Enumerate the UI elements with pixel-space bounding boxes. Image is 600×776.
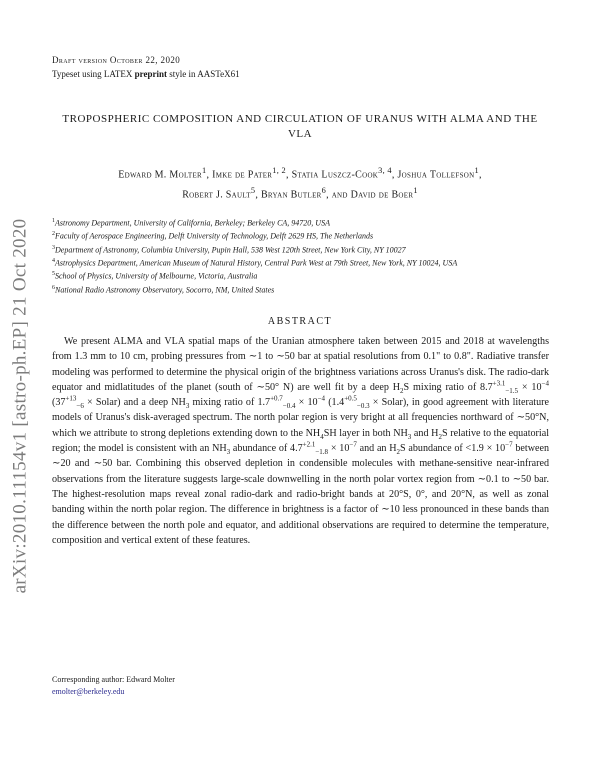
- abstract-body: We present ALMA and VLA spatial maps of the Uranian atmosphere taken between 2015 and 2018 at wavelengths from 1.3 mm to 10 cm, probing pressures from ∼1 to ∼50 bar at spatial resolutions from 0.1" to 0.8". Radiative transfer modeling was performed to determine the physical origin of the brightness variations across Uranus's disk. The radio-dark equator and midlatitudes of the planet (south of ∼50° N) are well fit by a deep $H_2S$ mixing ratio of $8.7^{+3.1}_{-1.5} \times 10^{-4}$ ($37^{+13}_{-6}$ × Solar) and a deep $NH_3$ mixing ratio of $1.7^{+0.7}_{-0.4} \times 10^{-4}$ ($1.4^{+0.5}_{-0.3}$ × Solar), in good agreement with literature models of Uranus's disk-averaged spectrum. The north polar region is very bright at all frequencies northward of ∼50°N, which we attribute to strong depletions extending down to the $NH_4SH$ layer in both $NH_3$ and $H_2S$ relative to the equatorial region; the model is consistent with an $NH_3$ abundance of $4.7^{+2.1}_{-1.8} \times 10^{-7}$ and an $H_2S$ abundance of $<1.9 \times 10^{-7}$ between ∼20 and ∼50 bar. Combining this observed depletion in condensible molecules with methane-sensitive near-infrared observations from the literature suggests large-scale downwelling in the north polar vortex region from ∼0.1 to ∼50 bar. The highest-resolution maps reveal zonal radio-dark and radio-bright bands at 20°S, 0°, and 20°N, as well as zonal banding within the north polar region. The difference in brightness is a factor of ∼10 less pronounced in these bands than the difference between the north pole and equator, and additional observations are required to determine the temperature, composition and vertical extent of these features.: [52, 336, 550, 546]
- author-name: Edward M. Molter: [118, 169, 203, 181]
- author-mark: 3, 4: [378, 166, 392, 175]
- abstract-heading: ABSTRACT: [267, 316, 333, 327]
- affiliation-text: Astrophysics Department, American Museum of Natural History, Central Park West at 79th Street, New York, NY 10024, USA: [55, 258, 458, 268]
- arxiv-id-text: arXiv:2010.11154v1 [astro-ph.EP] 21 Oct 2020: [9, 218, 31, 594]
- author-name: Bryan Butler: [260, 189, 322, 201]
- typeset-suffix: style in AASTeX61: [166, 69, 240, 79]
- author-line-1: Edward M. Molter$^1$, Imke de Pater$^{1, 2}$, Statia Luszcz-Cook$^{3, 4}$, Joshua Tollefson$^1$,: [118, 166, 482, 181]
- author-mark: 1: [413, 186, 418, 196]
- author-mark: 1: [474, 166, 479, 175]
- author-name: Robert J. Sault: [182, 189, 251, 201]
- affiliation-text: Astronomy Department, University of California, Berkeley; Berkeley CA, 94720, USA: [55, 218, 330, 228]
- corresponding-author: Corresponding author: Edward Molter: [52, 675, 175, 684]
- affiliation-number: 1: [52, 218, 55, 224]
- affiliation-list: [52, 216, 548, 296]
- author-line-2: Robert J. Sault$^5$, Bryan Butler$^6$, and David de Boer$^1$: [182, 186, 418, 201]
- paper-header: [52, 53, 240, 81]
- arxiv-identifier: [3, 196, 37, 616]
- affiliation-number: 4: [52, 258, 55, 265]
- typeset-prefix: Typeset using: [52, 69, 104, 79]
- author-email-link[interactable]: emolter@berkeley.edu: [52, 687, 125, 696]
- author-mark: 1: [202, 166, 207, 175]
- author-mark: 5: [250, 186, 256, 196]
- typeset-preprint: preprint: [134, 69, 167, 79]
- correspondence: [52, 674, 175, 698]
- affiliation-item: [52, 269, 548, 282]
- author-mark: 6: [321, 186, 327, 196]
- affiliation-text: Department of Astronomy, Columbia University, Pupin Hall, 538 West 120th Street, New York City, NY 10027: [55, 245, 406, 255]
- affiliation-number: 5: [52, 271, 55, 278]
- affiliation-number: 6: [52, 284, 55, 291]
- typeset-line: [52, 67, 240, 81]
- author-name: Joshua Tollefson: [397, 169, 475, 181]
- affiliation-item: [52, 283, 548, 296]
- affiliation-item: [52, 256, 548, 269]
- author-mark: 1, 2: [272, 166, 286, 175]
- author-list: [52, 163, 548, 204]
- affiliation-text: School of Physics, University of Melbourne, Victoria, Australia: [55, 272, 258, 282]
- affiliation-text: Faculty of Aerospace Engineering, Delft University of Technology, Delft 2629 HS, The Netherlands: [55, 232, 374, 242]
- affiliation-text: National Radio Astronomy Observatory, Socorro, NM, United States: [55, 285, 275, 295]
- affiliation-item: [52, 216, 548, 229]
- author-name: Statia Luszcz-Cook: [291, 169, 379, 181]
- draft-version: Draft version October 22, 2020: [52, 55, 181, 65]
- latex-logo: LATEX: [103, 69, 133, 79]
- author-name: David de Boer: [350, 189, 414, 201]
- affiliation-item: [52, 229, 548, 242]
- affiliation-number: 3: [52, 244, 55, 251]
- author-name: Imke de Pater: [212, 169, 273, 181]
- affiliation-item: [52, 243, 548, 256]
- paper-title: TROPOSPHERIC COMPOSITION AND CIRCULATION OF URANUS WITH ALMA AND THE VLA: [62, 113, 538, 140]
- and-word: and: [331, 189, 348, 201]
- affiliation-number: 2: [52, 231, 55, 238]
